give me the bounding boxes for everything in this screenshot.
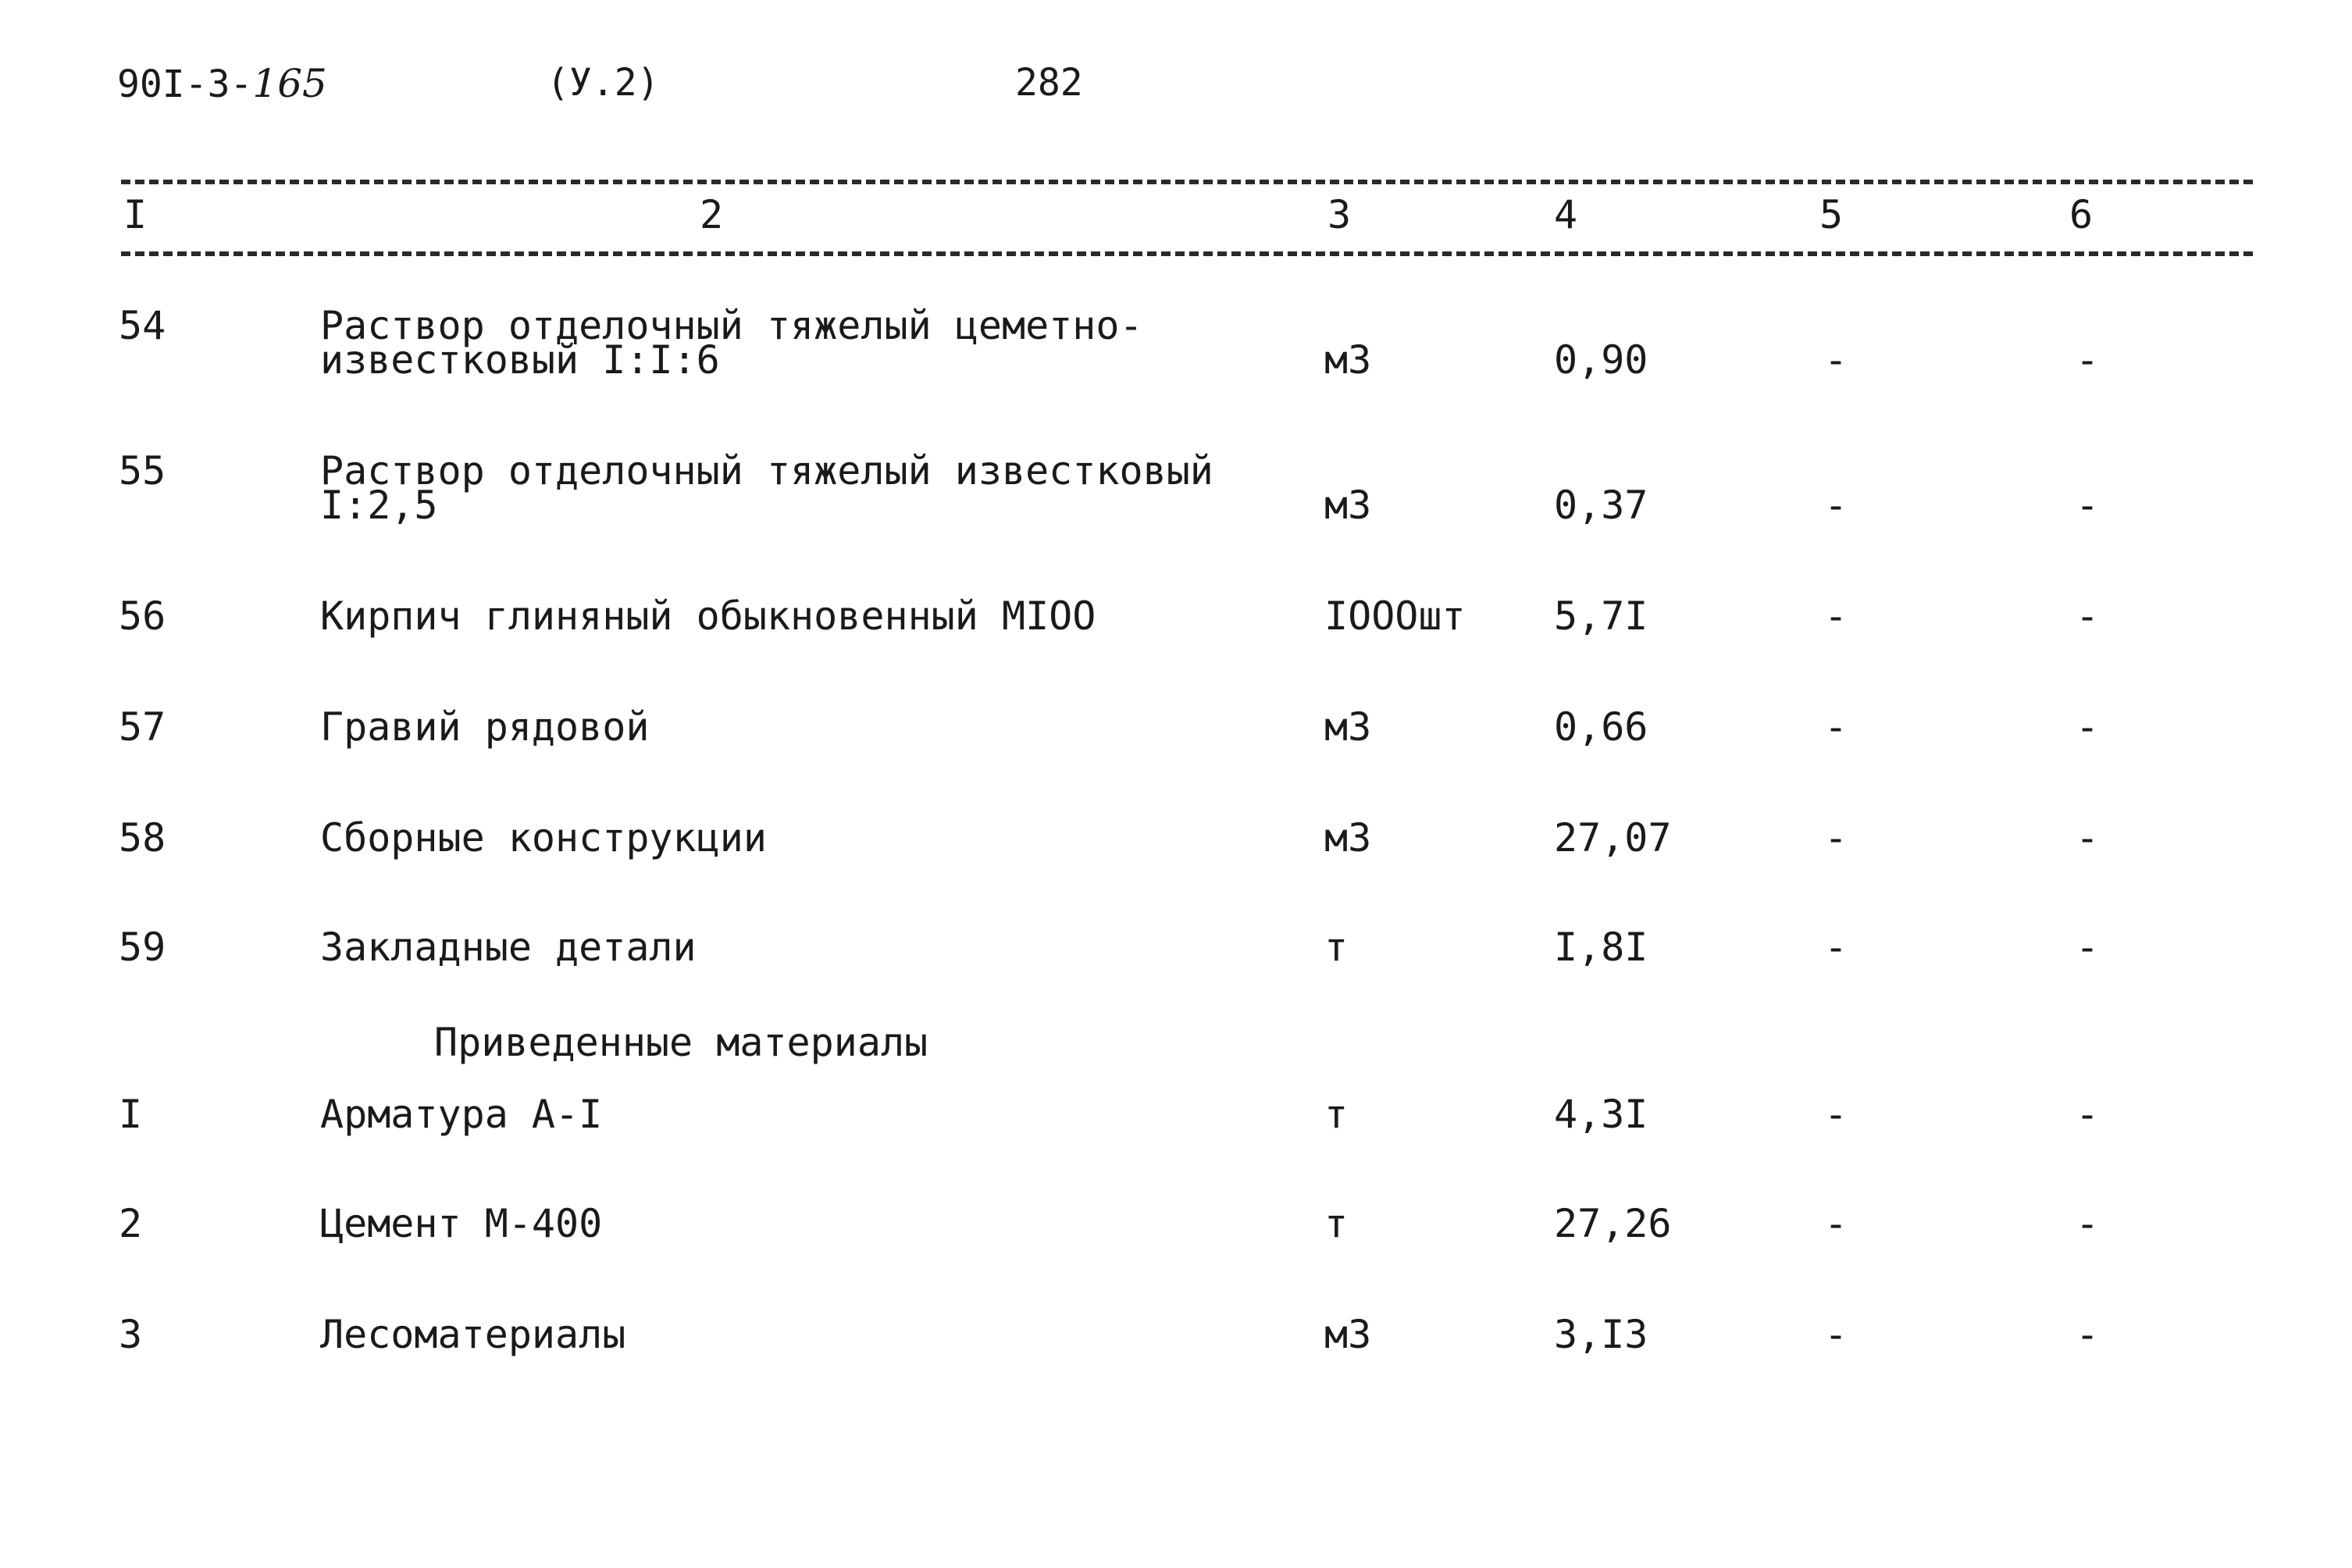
material-name-line2: известковый I:I:6 xyxy=(320,337,720,383)
column-5-value: - xyxy=(1824,1201,1848,1246)
row-number: 2 xyxy=(119,1201,143,1246)
column-header-1: I xyxy=(123,192,148,237)
unit: м3 xyxy=(1324,483,1372,528)
column-6-value: - xyxy=(2076,337,2100,383)
material-name: Закладные детали xyxy=(320,925,697,970)
material-name xyxy=(320,448,1213,528)
unit: м3 xyxy=(1324,337,1372,383)
column-5-value: - xyxy=(1824,1312,1848,1357)
column-5-value: - xyxy=(1824,483,1848,528)
column-6-value: - xyxy=(2076,593,2100,639)
table-row xyxy=(0,704,2352,801)
row-number: 55 xyxy=(119,448,166,494)
material-name: Гравий рядовой xyxy=(320,704,650,750)
material-name: Арматура А-I xyxy=(320,1092,603,1137)
material-name: Цемент М-400 xyxy=(320,1201,603,1246)
row-number: I xyxy=(119,1092,143,1137)
column-header-2: 2 xyxy=(700,192,724,237)
row-number: 57 xyxy=(119,704,166,750)
column-5-value: - xyxy=(1824,593,1848,639)
document-code-prefix: 90I-3- xyxy=(117,62,253,106)
document-code xyxy=(117,61,327,106)
row-number: 54 xyxy=(119,303,166,348)
table-row xyxy=(0,1092,2352,1188)
table-header-bottom-rule xyxy=(121,251,2253,256)
column-5-value: - xyxy=(1824,1092,1848,1137)
column-header-5: 5 xyxy=(1819,192,1844,237)
column-header-4: 4 xyxy=(1554,192,1578,237)
column-5-value: - xyxy=(1824,337,1848,383)
column-6-value: - xyxy=(2076,704,2100,750)
unit: т xyxy=(1324,925,1349,970)
unit: IOOOшт xyxy=(1324,593,1466,639)
table-row xyxy=(0,448,2352,545)
unit: м3 xyxy=(1324,1312,1372,1357)
column-6-value: - xyxy=(2076,483,2100,528)
material-name: Сборные конструкции xyxy=(320,815,767,861)
row-number: 56 xyxy=(119,593,166,639)
material-name: Лесоматериалы xyxy=(320,1312,626,1357)
material-name-line2: I:2,5 xyxy=(320,483,438,528)
quantity: 3,I3 xyxy=(1554,1312,1648,1357)
table-row xyxy=(0,1201,2352,1298)
column-6-value: - xyxy=(2076,925,2100,970)
material-name-line1: Раствор отделочный тяжелый известковый xyxy=(320,448,1213,494)
quantity: I,8I xyxy=(1554,925,1648,970)
sheet-reference: (У.2) xyxy=(547,61,660,105)
column-header-6: 6 xyxy=(2069,192,2094,237)
quantity: 0,90 xyxy=(1554,337,1648,383)
column-5-value: - xyxy=(1824,704,1848,750)
table-row xyxy=(0,815,2352,912)
quantity: 0,66 xyxy=(1554,704,1648,750)
table-row xyxy=(0,925,2352,1021)
row-number: 3 xyxy=(119,1312,143,1357)
table-row xyxy=(0,593,2352,690)
unit: м3 xyxy=(1324,815,1372,861)
column-6-value: - xyxy=(2076,1092,2100,1137)
unit: т xyxy=(1324,1201,1349,1246)
material-name xyxy=(320,303,1143,383)
quantity: 0,37 xyxy=(1554,483,1648,528)
table-header-top-rule xyxy=(121,180,2253,184)
document-code-handwritten: 165 xyxy=(252,61,327,106)
table-row xyxy=(0,1312,2352,1409)
table-row xyxy=(0,303,2352,400)
column-6-value: - xyxy=(2076,815,2100,861)
row-number: 58 xyxy=(119,815,166,861)
quantity: 5,7I xyxy=(1554,593,1648,639)
column-6-value: - xyxy=(2076,1201,2100,1246)
column-header-3: 3 xyxy=(1327,192,1352,237)
row-number: 59 xyxy=(119,925,166,970)
quantity: 4,3I xyxy=(1554,1092,1648,1137)
quantity: 27,26 xyxy=(1554,1201,1672,1246)
page-number: 282 xyxy=(1015,61,1083,105)
section-title: Приведенные материалы xyxy=(434,1020,928,1065)
material-name-line1: Раствор отделочный тяжелый цеметно- xyxy=(320,303,1143,348)
unit: м3 xyxy=(1324,704,1372,750)
quantity: 27,07 xyxy=(1554,815,1672,861)
unit: т xyxy=(1324,1092,1349,1137)
column-5-value: - xyxy=(1824,815,1848,861)
column-5-value: - xyxy=(1824,925,1848,970)
column-6-value: - xyxy=(2076,1312,2100,1357)
material-name: Кирпич глиняный обыкновенный МIOO xyxy=(320,593,1096,639)
